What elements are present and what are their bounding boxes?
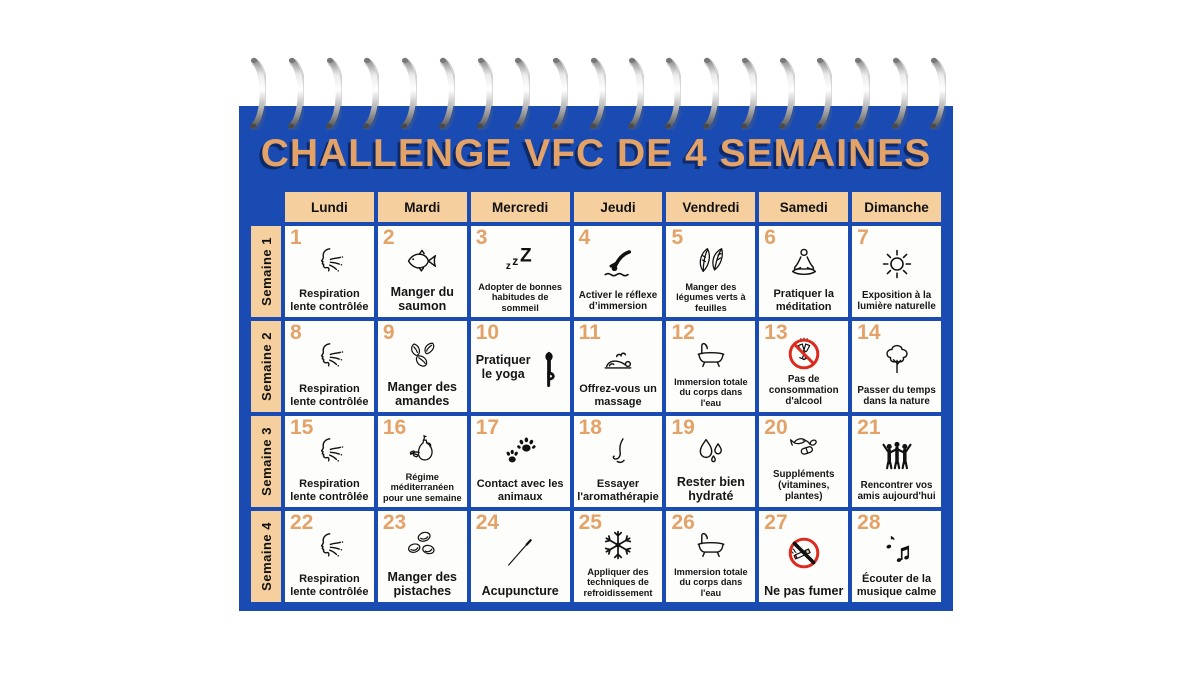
binding-ring: [586, 56, 606, 130]
day-caption: Offrez-vous un massage: [579, 383, 657, 408]
day-caption: Manger du saumon: [390, 285, 454, 313]
day-cell-3: [471, 226, 570, 317]
day-cell-8: [285, 321, 374, 412]
day-header-dimanche: Dimanche: [852, 192, 941, 222]
binding-ring: [473, 56, 493, 130]
day-cell-24: [471, 511, 570, 602]
day-caption: Écouter de la musique calme: [856, 573, 937, 598]
calendar-card: [239, 106, 953, 611]
day-number: 10: [475, 321, 500, 344]
day-number: 26: [671, 511, 695, 534]
day-caption: Rester bien hydraté: [676, 475, 745, 503]
day-caption: Acupuncture: [481, 584, 559, 598]
day-header-vendredi: Vendredi: [666, 192, 755, 222]
calendar-grid: [251, 192, 941, 602]
svg-text:Z: Z: [520, 244, 532, 266]
day-cell-1: [285, 226, 374, 317]
grid-corner-spacer: [251, 192, 281, 222]
day-number: 22: [290, 511, 314, 534]
day-cell-15: [285, 416, 374, 507]
day-caption: Manger des légumes verts à feuilles: [676, 282, 746, 313]
day-cell-21: [852, 416, 941, 507]
yoga-pose-icon: [531, 321, 567, 412]
day-cell-6: [759, 226, 848, 317]
day-cell-14: [852, 321, 941, 412]
day-number: 2: [382, 226, 395, 249]
day-number: 11: [578, 321, 601, 344]
day-caption: Exposition à la lumière naturelle: [857, 290, 936, 313]
day-cell-18: [574, 416, 663, 507]
day-caption: Pratiquer le yoga: [475, 352, 531, 381]
day-number: 20: [764, 416, 788, 439]
day-number: 23: [382, 511, 407, 534]
sleep-zzz-icon: [474, 228, 567, 282]
day-cell-25: [574, 511, 663, 602]
week-label-3: [251, 416, 281, 507]
day-number: 16: [382, 416, 407, 439]
binding-ring: [812, 56, 832, 130]
binding-ring: [775, 56, 795, 130]
binding-ring: [548, 56, 568, 130]
day-caption: Respiration lente contrôlée: [290, 383, 369, 408]
week-label-2: [251, 321, 281, 412]
day-number: 18: [578, 416, 602, 439]
binding-ring: [359, 56, 379, 130]
day-number: 1: [290, 226, 302, 249]
day-number: 12: [671, 321, 695, 344]
day-caption: Suppléments (vitamines, plantes): [772, 469, 835, 503]
day-cell-22: [285, 511, 374, 602]
binding-ring: [850, 56, 870, 130]
binding-ring: [510, 56, 530, 130]
day-cell-17: [471, 416, 570, 507]
day-cell-7: [852, 226, 941, 317]
day-number: 14: [857, 321, 881, 344]
day-number: 25: [578, 511, 602, 534]
binding-ring: [284, 56, 304, 130]
day-caption: Passer du temps dans la nature: [857, 385, 936, 408]
week-label-4: [251, 511, 281, 602]
binding-ring: [699, 56, 719, 130]
day-caption: Manger des amandes: [387, 380, 457, 408]
day-cell-5: [666, 226, 755, 317]
day-cell-9: [378, 321, 467, 412]
day-number: 21: [857, 416, 881, 439]
day-caption: Immersion totale du corps dans l'eau: [674, 377, 748, 408]
day-number: 4: [578, 226, 591, 249]
binding-ring: [737, 56, 757, 130]
day-header-mercredi: Mercredi: [471, 192, 570, 222]
binding-ring: [246, 56, 266, 130]
day-cell-10: [471, 321, 570, 412]
day-cell-23: [378, 511, 467, 602]
day-number: 5: [671, 226, 684, 249]
day-caption: Activer le réflexe d’immersion: [578, 290, 658, 313]
day-caption: Régime méditerranéen pour une semaine: [382, 472, 462, 503]
binding-ring: [888, 56, 908, 130]
day-caption: Respiration lente contrôlée: [290, 478, 369, 503]
day-cell-26: [666, 511, 755, 602]
day-number: 24: [475, 511, 500, 534]
day-cell-16: [378, 416, 467, 507]
day-caption: Respiration lente contrôlée: [290, 288, 369, 313]
day-caption: Respiration lente contrôlée: [290, 573, 369, 598]
day-caption: Adopter de bonnes habitudes de sommeil: [478, 282, 562, 313]
day-number: 8: [290, 321, 302, 344]
day-cell-20: [759, 416, 848, 507]
day-cell-2: [378, 226, 467, 317]
day-caption: Pas de consommation d'alcool: [768, 374, 839, 408]
day-cell-13: [759, 321, 848, 412]
day-number: 19: [671, 416, 695, 439]
day-cell-27: [759, 511, 848, 602]
week-label-text: Semaine 1: [258, 237, 274, 306]
day-number: 13: [764, 321, 788, 344]
day-header-lundi: Lundi: [285, 192, 374, 222]
day-cell-4: [574, 226, 663, 317]
day-caption: Essayer l'aromathérapie: [577, 478, 659, 503]
day-caption: Contact avec les animaux: [476, 478, 564, 503]
day-cell-12: [666, 321, 755, 412]
day-number: 6: [764, 226, 776, 249]
day-number: 3: [475, 226, 488, 249]
day-cell-28: [852, 511, 941, 602]
day-caption: Rencontrer vos amis aujourd'hui: [857, 480, 936, 503]
day-caption: Immersion totale du corps dans l'eau: [674, 567, 748, 598]
calendar-title: CHALLENGE VFC DE 4 SEMAINES: [260, 132, 932, 175]
day-caption: Pratiquer la méditation: [773, 288, 834, 313]
day-number: 9: [382, 321, 395, 344]
day-number: 17: [475, 416, 500, 439]
day-header-jeudi: Jeudi: [574, 192, 663, 222]
day-number: 27: [764, 511, 788, 534]
day-cell-19: [666, 416, 755, 507]
binding-ring: [322, 56, 342, 130]
binding-ring: [435, 56, 455, 130]
binding-ring: [661, 56, 681, 130]
week-label-text: Semaine 2: [258, 332, 274, 401]
day-number: 28: [857, 511, 881, 534]
week-label-1: [251, 226, 281, 317]
day-header-samedi: Samedi: [759, 192, 848, 222]
binding-ring: [397, 56, 417, 130]
day-caption: Manger des pistaches: [387, 570, 457, 598]
day-number: 15: [290, 416, 314, 439]
day-cell-11: [574, 321, 663, 412]
day-number: 7: [857, 226, 869, 249]
svg-text:z: z: [505, 260, 511, 272]
day-caption: Ne pas fumer: [764, 584, 844, 598]
spiral-binding: [246, 56, 946, 130]
day-header-mardi: Mardi: [378, 192, 467, 222]
week-label-text: Semaine 4: [258, 522, 274, 591]
binding-ring: [926, 56, 946, 130]
day-caption: Appliquer des techniques de refroidissement: [583, 567, 653, 598]
week-label-text: Semaine 3: [258, 427, 274, 496]
svg-text:z: z: [512, 253, 519, 268]
binding-ring: [624, 56, 644, 130]
